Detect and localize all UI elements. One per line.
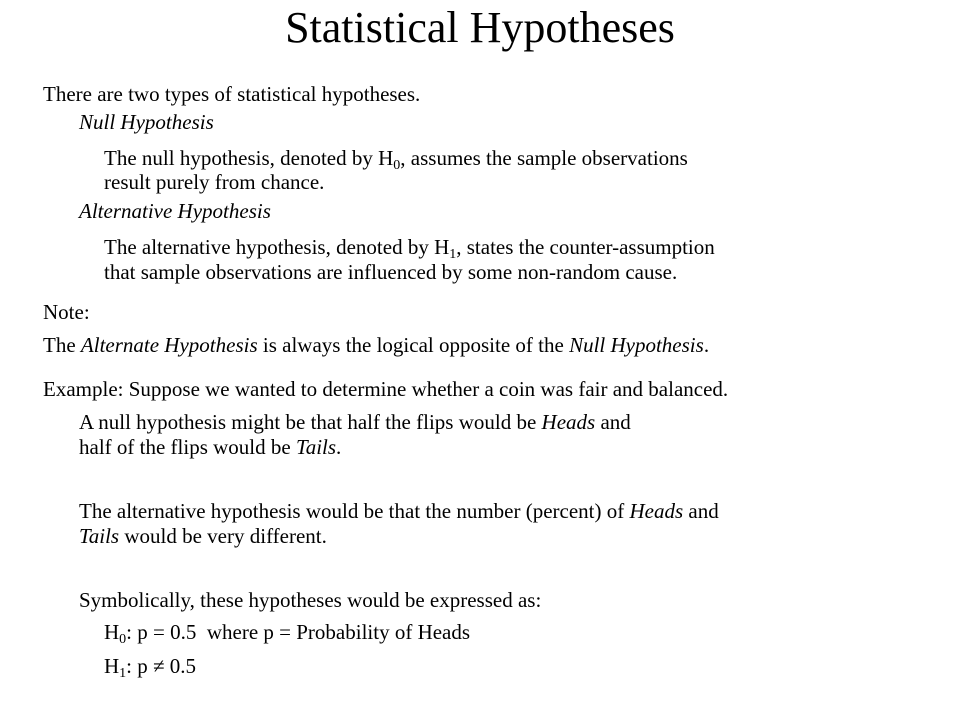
text-run: is always the logical opposite of the xyxy=(257,333,570,357)
text-run: and xyxy=(683,499,719,523)
text-run-italic: Heads xyxy=(541,410,596,434)
text-run: . xyxy=(703,333,710,357)
subscript: 1 xyxy=(449,247,457,262)
text-run-italic: Alternate Hypothesis xyxy=(80,333,258,357)
text-run: : p ≠ 0.5 xyxy=(126,654,197,678)
example-alt-line1 xyxy=(79,499,719,523)
text-run-italic: Heads xyxy=(629,499,684,523)
subscript: 0 xyxy=(393,158,401,173)
text-run: The xyxy=(43,333,81,357)
text-run: would be very different. xyxy=(119,524,327,548)
alternative-hypothesis-heading: Alternative Hypothesis xyxy=(79,199,271,223)
text-run-italic: Tails xyxy=(295,435,337,459)
text-run: H xyxy=(104,620,120,644)
slide-title: Statistical Hypotheses xyxy=(285,3,675,52)
text-run: half of the flips would be xyxy=(79,435,296,459)
text-run-italic: Null Hypothesis xyxy=(569,333,704,357)
note-label: Note: xyxy=(43,300,90,324)
text-run: The alternative hypothesis would be that the number (percent) of xyxy=(79,499,630,523)
text-run: . xyxy=(336,435,342,459)
text-run: A null hypothesis might be that half the flips would be xyxy=(79,410,542,434)
h1-expression xyxy=(104,654,197,681)
subscript: 0 xyxy=(119,632,127,647)
text-run: The null hypothesis, denoted by H xyxy=(104,146,394,170)
text-run-italic: Tails xyxy=(79,524,120,548)
alternative-hypothesis-description-line1 xyxy=(104,235,715,262)
example-intro: Example: Suppose we wanted to determine whether a coin was fair and balanced. xyxy=(43,377,729,401)
intro-text: There are two types of statistical hypotheses. xyxy=(43,82,421,106)
note-text xyxy=(43,333,709,357)
text-run: H xyxy=(104,654,120,678)
null-hypothesis-description-line2: result purely from chance. xyxy=(104,170,325,194)
subscript: 1 xyxy=(119,666,127,681)
null-hypothesis-heading: Null Hypothesis xyxy=(79,110,214,134)
example-alt-line2 xyxy=(79,524,327,548)
text-run: , assumes the sample observations xyxy=(400,146,688,170)
null-hypothesis-description-line1 xyxy=(104,146,688,173)
symbolic-intro: Symbolically, these hypotheses would be expressed as: xyxy=(79,588,542,612)
alternative-hypothesis-description-line2: that sample observations are influenced by some non-random cause. xyxy=(104,260,678,284)
text-run: , states the counter-assumption xyxy=(456,235,715,259)
example-null-line2 xyxy=(79,435,341,459)
text-run: and xyxy=(595,410,631,434)
text-run: : p = 0.5 where p = Probability of Heads xyxy=(126,620,471,644)
text-run: The alternative hypothesis, denoted by H xyxy=(104,235,450,259)
h0-expression xyxy=(104,620,471,647)
example-null-line1 xyxy=(79,410,631,434)
